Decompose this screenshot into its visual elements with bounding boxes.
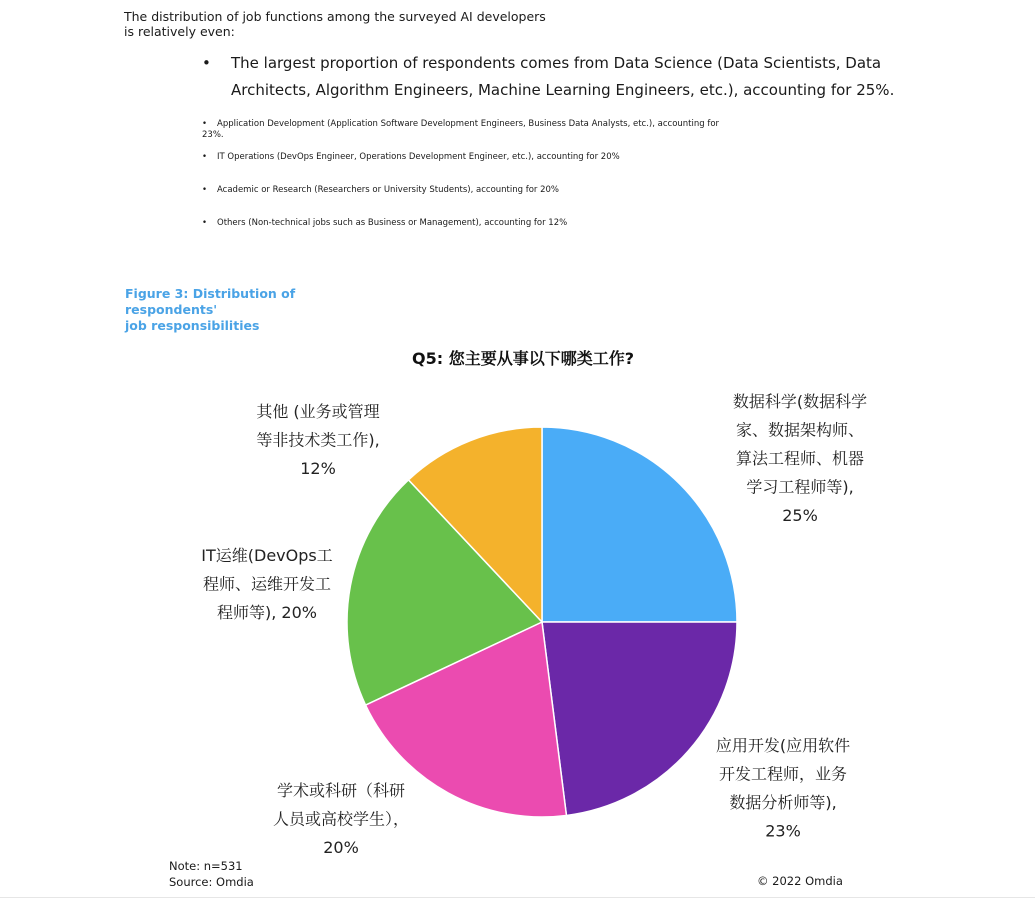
slice-label-line: 人员或高校学生）， bbox=[272, 809, 410, 829]
bullet-marker: • bbox=[202, 119, 208, 129]
slice-label-line: 开发工程师，业务 bbox=[718, 764, 848, 784]
slice-label-line: 23% bbox=[765, 821, 801, 841]
bullet-others bbox=[202, 218, 762, 229]
note-text: Note: n=531 bbox=[169, 859, 243, 873]
slice-label-line: 其他 (业务或管理 bbox=[256, 402, 380, 421]
slice-label-line: 程师等), 20% bbox=[217, 603, 317, 622]
bullet-academic bbox=[202, 185, 762, 196]
pie-slice bbox=[542, 622, 737, 815]
bullet-marker: • bbox=[202, 54, 211, 72]
figure-title-line: Figure 3: Distribution of respondents' bbox=[125, 286, 296, 317]
slice-label bbox=[201, 546, 332, 622]
slice-label-line: 学术或科研（科研 bbox=[276, 781, 406, 800]
slice-label-line: 25% bbox=[782, 506, 818, 525]
bullet-marker: • bbox=[202, 218, 208, 228]
bullet-marker: • bbox=[202, 152, 208, 162]
bullet-marker: • bbox=[202, 185, 208, 195]
slice-label-line: 家、数据架构师、 bbox=[735, 420, 865, 440]
bullet-text: IT Operations (DevOps Engineer, Operations Development Engineer, etc.), accounting for 20% bbox=[217, 152, 620, 162]
copyright-text: © 2022 Omdia bbox=[757, 874, 843, 888]
bullet-text: Academic or Research (Researchers or University Students), accounting for 20% bbox=[217, 185, 560, 195]
intro-text: The distribution of job functions among the surveyed AI developers is relatively even: bbox=[124, 9, 546, 39]
figure-title bbox=[125, 286, 385, 334]
chart-title: Q5: 您主要从事以下哪类工作? bbox=[412, 349, 634, 368]
chart-notes bbox=[169, 858, 254, 890]
bullet-it-ops bbox=[202, 152, 762, 163]
slice-label-line: 数据分析师等), bbox=[729, 793, 837, 812]
bullet-app-dev bbox=[202, 119, 762, 140]
figure-title-line: job responsibilities bbox=[125, 318, 260, 333]
slice-label-line: 等非技术类工作), bbox=[256, 430, 380, 450]
pie-slices bbox=[347, 427, 737, 817]
source-text: Source: Omdia bbox=[169, 875, 254, 889]
slice-label bbox=[733, 392, 867, 525]
slice-label bbox=[273, 781, 409, 857]
slice-label-line: 12% bbox=[300, 459, 336, 478]
slice-label-line: 应用开发(应用软件 bbox=[715, 736, 851, 755]
bullet-data-science bbox=[202, 50, 902, 104]
slice-label-line: 数据科学(数据科学 bbox=[732, 392, 868, 411]
slice-label bbox=[256, 402, 379, 478]
slice-label bbox=[716, 736, 850, 841]
pie-chart bbox=[0, 330, 1035, 860]
slice-label-line: 算法工程师、机器 bbox=[735, 449, 865, 468]
slice-label-line: 学习工程师等), bbox=[746, 477, 854, 497]
page-divider bbox=[0, 897, 1035, 898]
slice-label-line: 20% bbox=[323, 838, 359, 857]
bullet-text: Application Development (Application Software Development Engineers, Business Data Analysts, etc.), accounting for bbox=[217, 119, 720, 129]
bullet-text-continuation: 23%. bbox=[202, 129, 224, 140]
slice-label-line: 程师、运维开发工 bbox=[202, 574, 332, 594]
bullet-text: The largest proportion of respondents comes from Data Science (Data Scientists, Data Architects, Algorithm Engineers, Machine Learning Engineers, etc.), accounting for 25%. bbox=[231, 54, 895, 99]
slice-label-line: IT运维(DevOps工 bbox=[201, 546, 333, 565]
pie-slice bbox=[542, 427, 737, 622]
bullet-text: Others (Non-technical jobs such as Business or Management), accounting for 12% bbox=[217, 218, 568, 228]
